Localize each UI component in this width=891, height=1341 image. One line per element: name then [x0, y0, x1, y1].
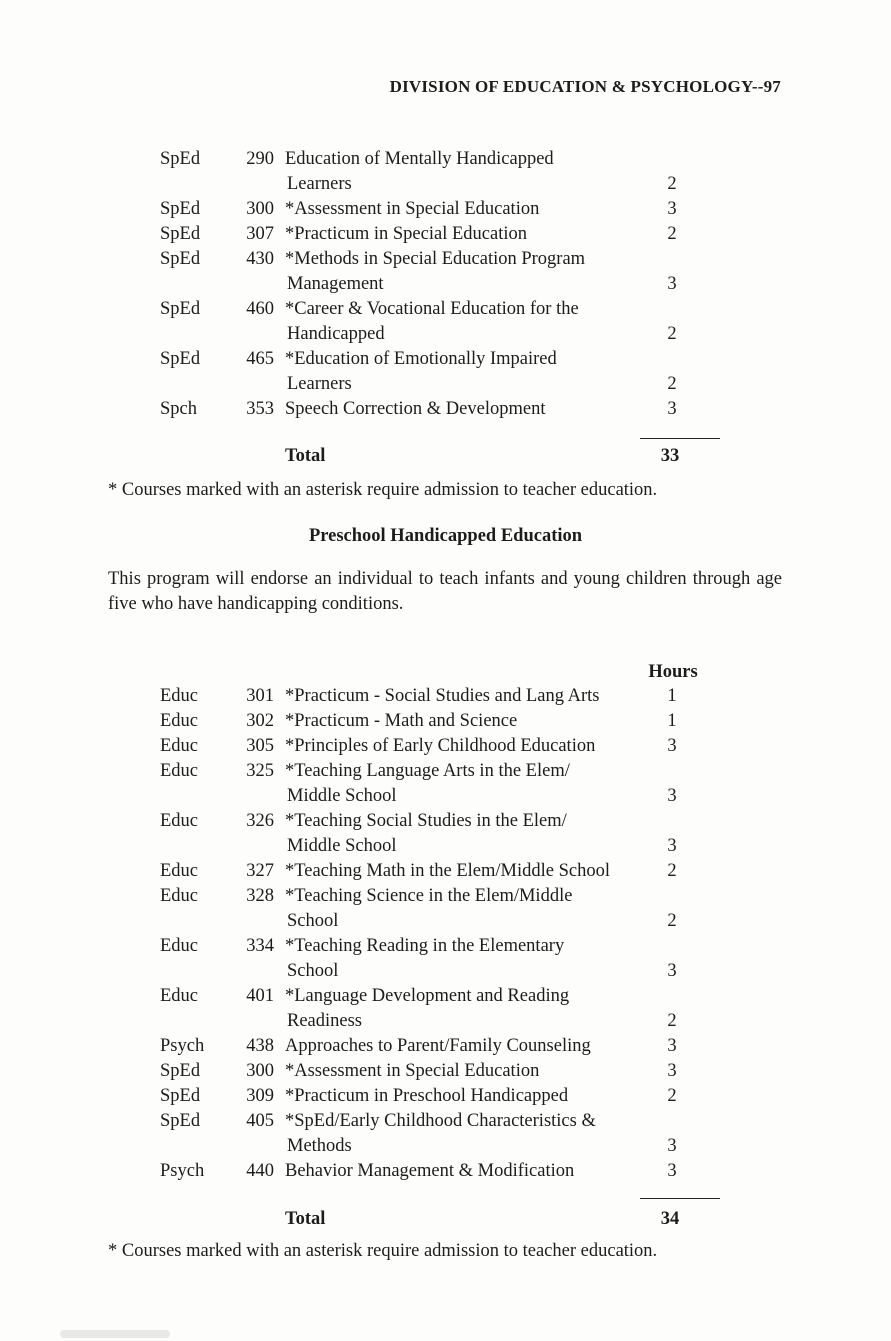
course-number: 307 [246, 224, 274, 244]
course-row [0, 984, 891, 1009]
course-row [0, 1084, 891, 1109]
course-row [0, 859, 891, 884]
course-row [0, 297, 891, 322]
course-number: 325 [246, 761, 274, 781]
course-dept: Educ [160, 736, 199, 756]
course-title: Approaches to Parent/Family Counseling [285, 1036, 591, 1056]
course-dept: Spch [160, 399, 197, 419]
scan-smudge [60, 1330, 170, 1338]
course-number: 430 [246, 249, 274, 269]
course-dept: Educ [160, 861, 199, 881]
course-dept: SpEd [160, 349, 201, 369]
course-number: 300 [246, 199, 274, 219]
course-dept: Educ [160, 811, 199, 831]
course-hours: 3 [667, 1161, 677, 1181]
page-header: DIVISION OF EDUCATION & PSYCHOLOGY--97 [389, 77, 781, 96]
total-value: 34 [660, 1209, 680, 1229]
course-dept: SpEd [160, 224, 201, 244]
course-hours: 2 [667, 224, 677, 244]
course-hours: 2 [667, 911, 677, 931]
course-title: *Assessment in Special Education [285, 199, 540, 219]
course-title: *Teaching Language Arts in the Elem/ [285, 761, 570, 781]
course-title-continued: Learners [287, 174, 352, 194]
course-number: 405 [246, 1111, 274, 1131]
course-table-special-education [0, 147, 891, 422]
course-hours: 2 [667, 174, 677, 194]
course-row-continuation [0, 834, 891, 859]
course-number: 300 [246, 1061, 274, 1081]
course-title-continued: School [287, 911, 339, 931]
total-rule [640, 438, 720, 439]
course-row [0, 934, 891, 959]
course-row [0, 347, 891, 372]
course-number: 440 [246, 1161, 274, 1181]
course-number: 327 [246, 861, 274, 881]
course-number: 438 [246, 1036, 274, 1056]
total-label: Total [285, 1209, 326, 1229]
course-number: 460 [246, 299, 274, 319]
course-hours: 3 [667, 1061, 677, 1081]
course-title: *SpEd/Early Childhood Characteristics & [285, 1111, 596, 1131]
course-title: *Practicum - Math and Science [285, 711, 518, 731]
course-title: *Principles of Early Childhood Education [285, 736, 596, 756]
course-title: *Methods in Special Education Program [285, 249, 586, 269]
course-dept: SpEd [160, 1061, 201, 1081]
course-number: 309 [246, 1086, 274, 1106]
course-title: *Practicum - Social Studies and Lang Arts [285, 686, 600, 706]
course-dept: SpEd [160, 149, 201, 169]
course-title: *Teaching Math in the Elem/Middle School [285, 861, 610, 881]
course-hours: 2 [667, 1086, 677, 1106]
course-dept: SpEd [160, 299, 201, 319]
course-dept: SpEd [160, 1086, 201, 1106]
course-row [0, 1034, 891, 1059]
course-title: *Teaching Social Studies in the Elem/ [285, 811, 567, 831]
course-row [0, 1159, 891, 1184]
course-row [0, 759, 891, 784]
course-dept: SpEd [160, 199, 201, 219]
course-row-continuation [0, 784, 891, 809]
course-number: 326 [246, 811, 274, 831]
course-title: *Teaching Reading in the Elementary [285, 936, 565, 956]
course-hours: 2 [667, 1011, 677, 1031]
course-dept: Educ [160, 686, 199, 706]
course-dept: SpEd [160, 1111, 201, 1131]
course-dept: Educ [160, 886, 199, 906]
course-hours: 2 [667, 324, 677, 344]
course-row [0, 884, 891, 909]
course-number: 334 [246, 936, 274, 956]
course-hours: 3 [667, 399, 677, 419]
course-row [0, 1059, 891, 1084]
course-row [0, 197, 891, 222]
course-number: 465 [246, 349, 274, 369]
course-row-continuation [0, 959, 891, 984]
course-number: 302 [246, 711, 274, 731]
course-title: Speech Correction & Development [285, 399, 546, 419]
course-title: *Language Development and Reading [285, 986, 570, 1006]
course-dept: Psych [160, 1161, 205, 1181]
course-row-continuation [0, 1134, 891, 1159]
course-row [0, 1109, 891, 1134]
course-hours: 2 [667, 374, 677, 394]
course-dept: Educ [160, 936, 199, 956]
course-dept: Educ [160, 711, 199, 731]
total-label: Total [285, 446, 326, 466]
course-dept: SpEd [160, 249, 201, 269]
course-hours: 3 [667, 1136, 677, 1156]
course-hours: 1 [667, 686, 677, 706]
course-hours: 3 [667, 1036, 677, 1056]
course-hours: 3 [667, 786, 677, 806]
course-title: *Career & Vocational Education for the [285, 299, 579, 319]
course-hours: 3 [667, 961, 677, 981]
course-title: *Education of Emotionally Impaired [285, 349, 557, 369]
course-number: 401 [246, 986, 274, 1006]
course-hours: 3 [667, 274, 677, 294]
course-row-continuation [0, 272, 891, 297]
course-hours: 3 [667, 836, 677, 856]
asterisk-note: * Courses marked with an asterisk require admission to teacher education. [108, 1241, 658, 1261]
course-row-continuation [0, 1009, 891, 1034]
section-title: Preschool Handicapped Education [308, 526, 583, 546]
total-rule [640, 1198, 720, 1199]
course-title-continued: Middle School [287, 836, 397, 856]
course-number: 353 [246, 399, 274, 419]
total-row [0, 444, 891, 469]
course-hours: 3 [667, 199, 677, 219]
course-row [0, 397, 891, 422]
course-title: Behavior Management & Modification [285, 1161, 575, 1181]
course-number: 328 [246, 886, 274, 906]
course-title-continued: Learners [287, 374, 352, 394]
course-title-continued: Readiness [287, 1011, 363, 1031]
course-title: *Practicum in Preschool Handicapped [285, 1086, 569, 1106]
course-hours: 2 [667, 861, 677, 881]
course-row [0, 247, 891, 272]
course-title: Education of Mentally Handicapped [285, 149, 554, 169]
course-title-continued: Management [287, 274, 384, 294]
course-row-continuation [0, 172, 891, 197]
asterisk-note: * Courses marked with an asterisk require admission to teacher education. [108, 480, 658, 500]
course-row [0, 734, 891, 759]
course-title-continued: Handicapped [287, 324, 385, 344]
course-row [0, 147, 891, 172]
total-value: 33 [660, 446, 680, 466]
course-title-continued: School [287, 961, 339, 981]
course-row [0, 684, 891, 709]
hours-column-header: Hours [648, 662, 698, 682]
course-row-continuation [0, 372, 891, 397]
course-title-continued: Middle School [287, 786, 397, 806]
total-row [0, 1207, 891, 1232]
course-hours: 1 [667, 711, 677, 731]
course-title-continued: Methods [287, 1136, 352, 1156]
course-row [0, 222, 891, 247]
course-title: *Teaching Science in the Elem/Middle [285, 886, 573, 906]
course-row [0, 709, 891, 734]
course-number: 301 [246, 686, 274, 706]
course-title: *Practicum in Special Education [285, 224, 527, 244]
course-dept: Psych [160, 1036, 205, 1056]
course-row-continuation [0, 322, 891, 347]
course-dept: Educ [160, 761, 199, 781]
course-table-preschool [0, 684, 891, 1184]
course-number: 290 [246, 149, 274, 169]
course-hours: 3 [667, 736, 677, 756]
section-paragraph: This program will endorse an individual to teach infants and young children through age five who have handicapping conditions. [108, 569, 782, 614]
course-row-continuation [0, 909, 891, 934]
course-number: 305 [246, 736, 274, 756]
course-row [0, 809, 891, 834]
course-dept: Educ [160, 986, 199, 1006]
course-title: *Assessment in Special Education [285, 1061, 540, 1081]
